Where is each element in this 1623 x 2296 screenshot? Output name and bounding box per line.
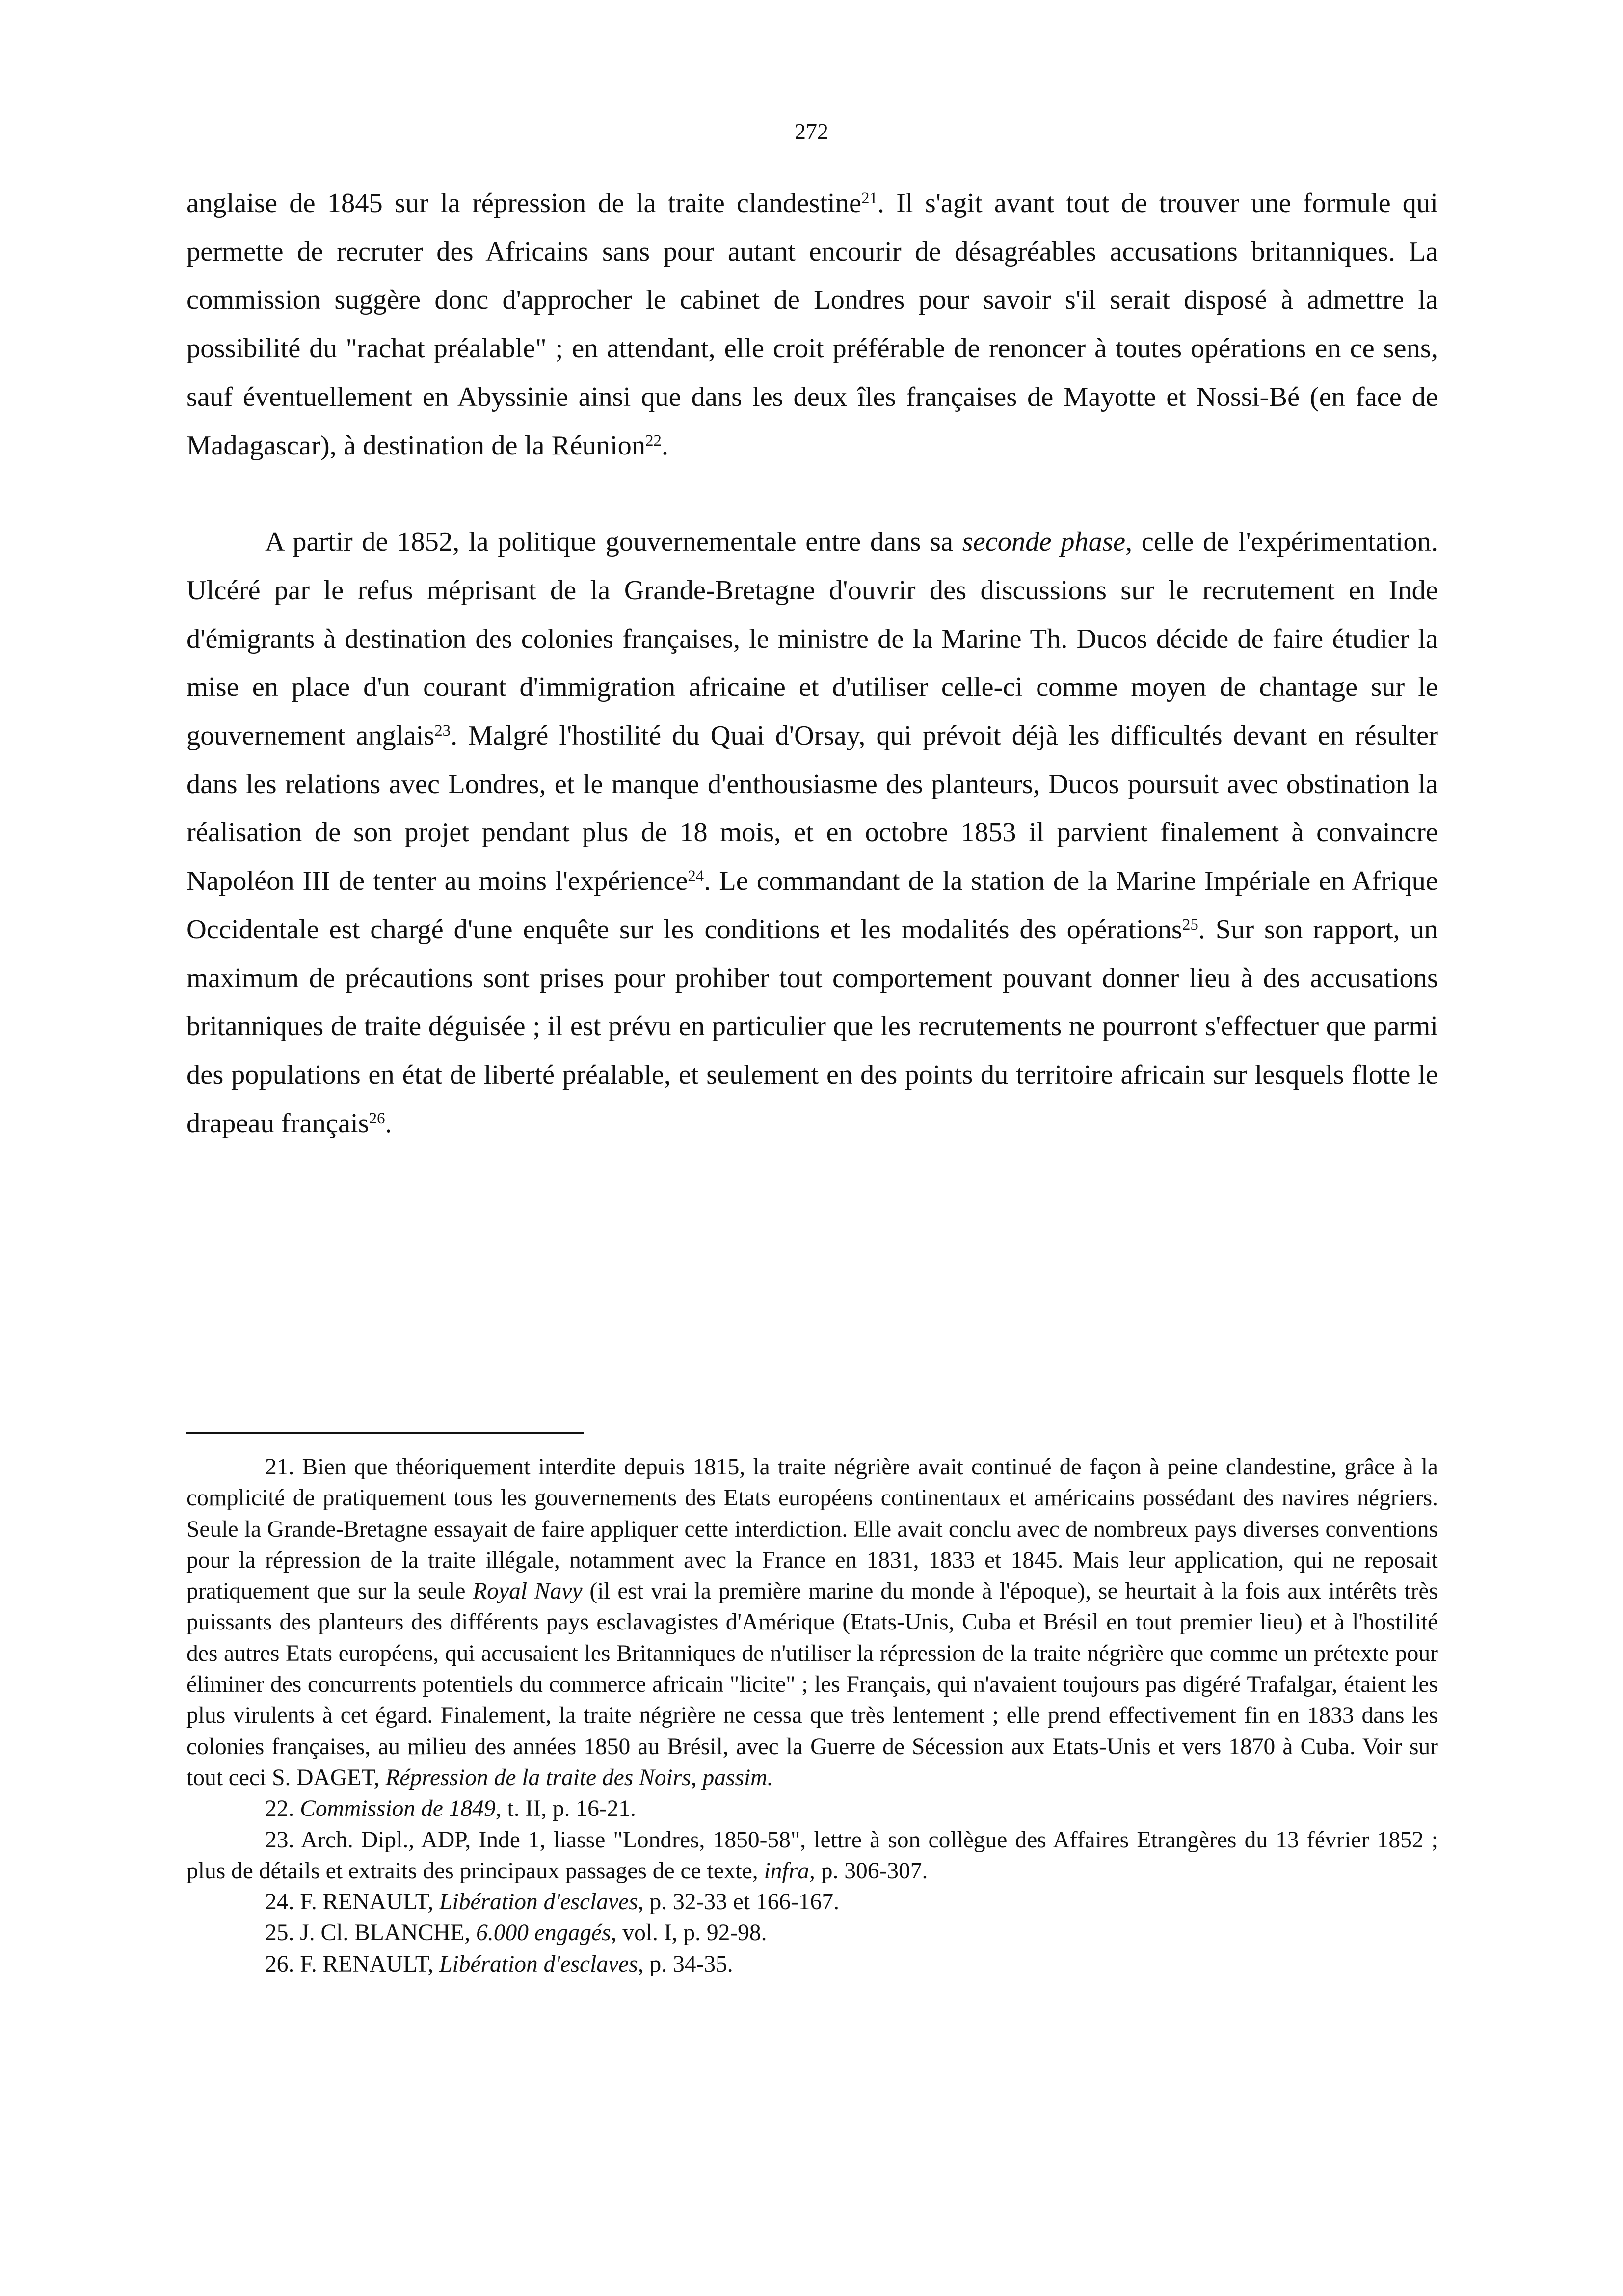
footnote-ref-26[interactable]: 26 <box>369 1109 385 1127</box>
footnote-text: , p. 306-307. <box>809 1858 928 1884</box>
footnote-text: 24. F. RENAULT, <box>265 1889 440 1915</box>
footnote-26 <box>186 1949 1438 1980</box>
footnote-22 <box>186 1793 1438 1824</box>
footnote-text: , t. II, p. 16-21. <box>495 1796 637 1822</box>
page-number: 272 <box>795 119 828 144</box>
text-segment: . Sur son rapport, un maximum de précautions sont prises pour prohiber tout comportement pouvant donner lieu à des accusations britanniques de traite déguisée ; il est prévu en particulier que les recrutements ne pourront s'effectuer que parmi des populations en état de liberté préalable, et seulement en des points du territoire africain sur lesquels flotte le drapeau français <box>186 914 1438 1139</box>
footnote-text: 21. Bien que théoriquement interdite depuis 1815, la traite négrière avait continué de façon à peine clandestine, grâce à la complicité de pratiquement tous les gouvernements des Etats européens continentaux et américains possédant des navires négriers. Seule la Grande-Bretagne essayait de faire appliquer cette interdiction. Elle avait conclu avec de nombreux pays diverses conventions pour la répression de la traite illégale, notamment avec la France en 1831, 1833 et 1845. Mais leur application, qui ne reposait pratiquement que sur la seule <box>186 1454 1438 1604</box>
text-segment: A partir de 1852, la politique gouvernementale entre dans sa <box>265 527 962 558</box>
emphasis-text: seconde phase <box>962 527 1126 558</box>
footnote-ref-22[interactable]: 22 <box>645 431 662 450</box>
footnote-text: 25. J. Cl. BLANCHE, <box>265 1920 477 1946</box>
footnote-text: , p. 34-35. <box>638 1951 733 1977</box>
emphasis-text: infra <box>764 1858 809 1884</box>
text-segment: . Malgré l'hostilité du Quai d'Orsay, qui prévoit déjà les difficultés devant en résulter dans les relations avec Londres, et le manque d'enthousiasme des planteurs, Ducos poursuit avec obstination la réalisation de son projet pendant plus de 18 mois, et en octobre 1853 il parvient finalement à convaincre Napoléon III de tenter au moins l'expérience <box>186 721 1438 897</box>
text-segment: anglaise de 1845 sur la répression de la traite clandestine <box>186 188 862 218</box>
footnote-ref-24[interactable]: 24 <box>688 867 704 885</box>
footnote-24 <box>186 1887 1438 1918</box>
paragraph-1 <box>186 179 1438 470</box>
footnotes <box>186 1452 1438 1980</box>
body-text <box>186 179 1438 1148</box>
footnote-text: 26. F. RENAULT, <box>265 1951 440 1977</box>
footnote-text: 22. <box>265 1796 300 1822</box>
footnote-23 <box>186 1825 1438 1887</box>
footnote-text: (il est vrai la première marine du monde à l'époque), se heurtait à la fois aux intérêts très puissants des planteurs des différents pays esclavagistes d'Amérique (Etats-Unis, Cuba et Brésil en tout premier lieu) et à l'hostilité des autres Etats européens, qui accusaient les Britanniques de n'utiliser la répression de la traite négrière que comme un prétexte pour éliminer des concurrents potentiels du commerce africain "licite" ; les Français, qui n'avaient toujours pas digéré Trafalgar, étaient les plus virulents à cet égard. Finalement, la traite négrière ne cessa que très lentement ; elle prend effectivement fin en 1833 dans les colonies françaises, au milieu des années 1850 au Brésil, avec la Guerre de Sécession aux Etats-Unis et vers 1870 à Cuba. Voir sur tout ceci S. DAGET, <box>186 1578 1438 1790</box>
text-segment: . <box>385 1108 392 1139</box>
footnote-ref-21[interactable]: 21 <box>861 189 878 207</box>
emphasis-text: Royal Navy <box>473 1578 583 1604</box>
text-segment: . Le commandant de la station de la Marine Impériale en Afrique Occidentale est chargé d'une enquête sur les conditions et les modalités des opérations <box>186 866 1438 945</box>
footnote-ref-23[interactable]: 23 <box>434 722 451 740</box>
footnote-25 <box>186 1918 1438 1949</box>
emphasis-text: Libération d'esclaves <box>439 1951 638 1977</box>
emphasis-text: Commission de 1849 <box>300 1796 496 1822</box>
footnote-ref-25[interactable]: 25 <box>1182 915 1198 934</box>
footnote-text: 23. Arch. Dipl., ADP, Inde 1, liasse "Londres, 1850-58", lettre à son collègue des Affaires Etrangères du 13 février 1852 ; plus de détails et extraits des principaux passages de ce texte, <box>186 1827 1438 1884</box>
footnote-21 <box>186 1452 1438 1793</box>
emphasis-text: Libération d'esclaves <box>439 1889 638 1915</box>
emphasis-text: 6.000 engagés <box>476 1920 611 1946</box>
footnote-divider <box>186 1432 584 1434</box>
paragraph-2 <box>186 518 1438 1148</box>
text-segment: . <box>661 430 668 461</box>
footnote-text: , vol. I, p. 92-98. <box>611 1920 767 1946</box>
footnote-text: , p. 32-33 et 166-167. <box>638 1889 840 1915</box>
text-segment: , celle de l'expérimentation. Ulcéré par le refus méprisant de la Grande-Bretagne d'ouvrir des discussions sur le recrutement en Inde d'émigrants à destination des colonies françaises, le ministre de la Marine Th. Ducos décide de faire étudier la mise en place d'un courant d'immigration africaine et d'utiliser celle-ci comme moyen de chantage sur le gouvernement anglais <box>186 527 1438 751</box>
text-segment: . Il s'agit avant tout de trouver une formule qui permette de recruter des Africains sans pour autant encourir de désagréables accusations britanniques. La commission suggère donc d'approcher le cabinet de Londres pour savoir s'il serait disposé à admettre la possibilité du "rachat préalable" ; en attendant, elle croit préférable de renoncer à toutes opérations en ce sens, sauf éventuellement en Abyssinie ainsi que dans les deux îles françaises de Mayotte et Nossi-Bé (en face de Madagascar), à destination de la Réunion <box>186 188 1438 461</box>
emphasis-text: Répression de la traite des Noirs, passim. <box>385 1764 773 1790</box>
